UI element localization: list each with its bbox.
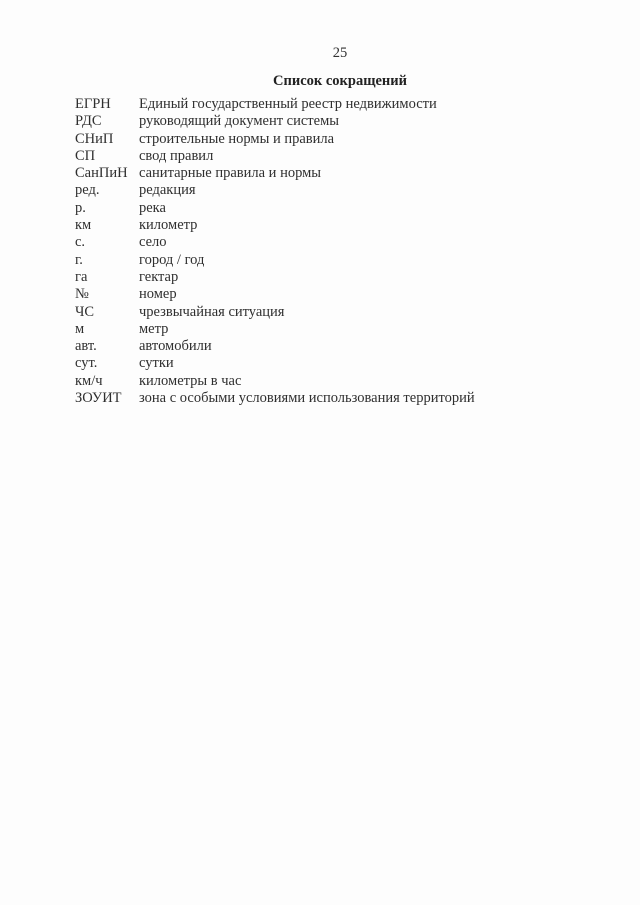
abbreviation-row <box>75 286 475 303</box>
abbreviation-row <box>75 234 475 251</box>
abbreviation-row <box>75 304 475 321</box>
abbreviation-term: км/ч <box>75 372 103 389</box>
abbreviation-definition: чрезвычайная ситуация <box>139 303 285 320</box>
abbreviation-definition: река <box>139 199 166 216</box>
abbreviation-row <box>75 373 475 390</box>
abbreviation-definition: километры в час <box>139 372 242 389</box>
abbreviation-term: га <box>75 268 88 285</box>
abbreviation-row <box>75 217 475 234</box>
abbreviation-definition: зона с особыми условиями использования территорий <box>139 390 475 407</box>
abbreviation-term: км <box>75 217 92 234</box>
abbreviation-row <box>75 355 475 372</box>
abbreviation-row <box>75 182 475 199</box>
abbreviation-term: ред. <box>75 182 100 199</box>
abbreviation-term: р. <box>75 199 86 216</box>
abbreviation-row <box>75 131 475 148</box>
abbreviation-definition: метр <box>139 320 169 337</box>
abbreviation-row <box>75 252 475 269</box>
abbreviation-term: ЧС <box>75 303 95 320</box>
abbreviation-term: СНиП <box>75 130 114 147</box>
abbreviation-definition: редакция <box>139 182 196 199</box>
abbreviation-definition: строительные нормы и правила <box>139 130 335 147</box>
abbreviation-row <box>75 148 475 165</box>
abbreviation-definition: Единый государственный реестр недвижимости <box>139 96 437 112</box>
abbreviation-term: РДС <box>75 113 102 130</box>
abbreviation-term: ЕГРН <box>75 96 111 112</box>
abbreviation-definition: санитарные правила и нормы <box>139 165 322 182</box>
abbreviation-row <box>75 113 475 130</box>
abbreviation-term: СП <box>75 147 96 164</box>
abbreviation-list <box>75 96 475 407</box>
abbreviation-definition: сутки <box>139 355 174 372</box>
abbreviation-term: сут. <box>75 355 98 372</box>
abbreviation-definition: руководящий документ системы <box>139 113 339 130</box>
abbreviation-row <box>75 96 475 113</box>
page-number: 25 <box>332 45 348 61</box>
abbreviation-definition: автомобили <box>139 338 212 355</box>
abbreviation-row <box>75 165 475 182</box>
page-title: Список сокращений <box>273 73 407 89</box>
abbreviation-definition: номер <box>139 286 177 303</box>
abbreviation-term: с. <box>75 234 86 251</box>
abbreviation-row <box>75 338 475 355</box>
abbreviation-definition: свод правил <box>139 147 214 164</box>
abbreviation-row <box>75 390 475 407</box>
abbreviation-row <box>75 321 475 338</box>
abbreviation-row <box>75 200 475 217</box>
abbreviation-term: № <box>75 286 89 303</box>
abbreviation-term: СанПиН <box>75 165 128 182</box>
abbreviation-definition: гектар <box>139 268 179 285</box>
abbreviation-term: авт. <box>75 338 97 355</box>
abbreviation-definition: километр <box>139 217 198 234</box>
abbreviation-definition: село <box>139 234 167 251</box>
abbreviation-definition: город / год <box>139 251 205 268</box>
abbreviation-term: м <box>75 320 85 337</box>
abbreviation-term: ЗОУИТ <box>75 390 122 407</box>
abbreviation-term: г. <box>75 251 83 268</box>
abbreviation-row <box>75 269 475 286</box>
